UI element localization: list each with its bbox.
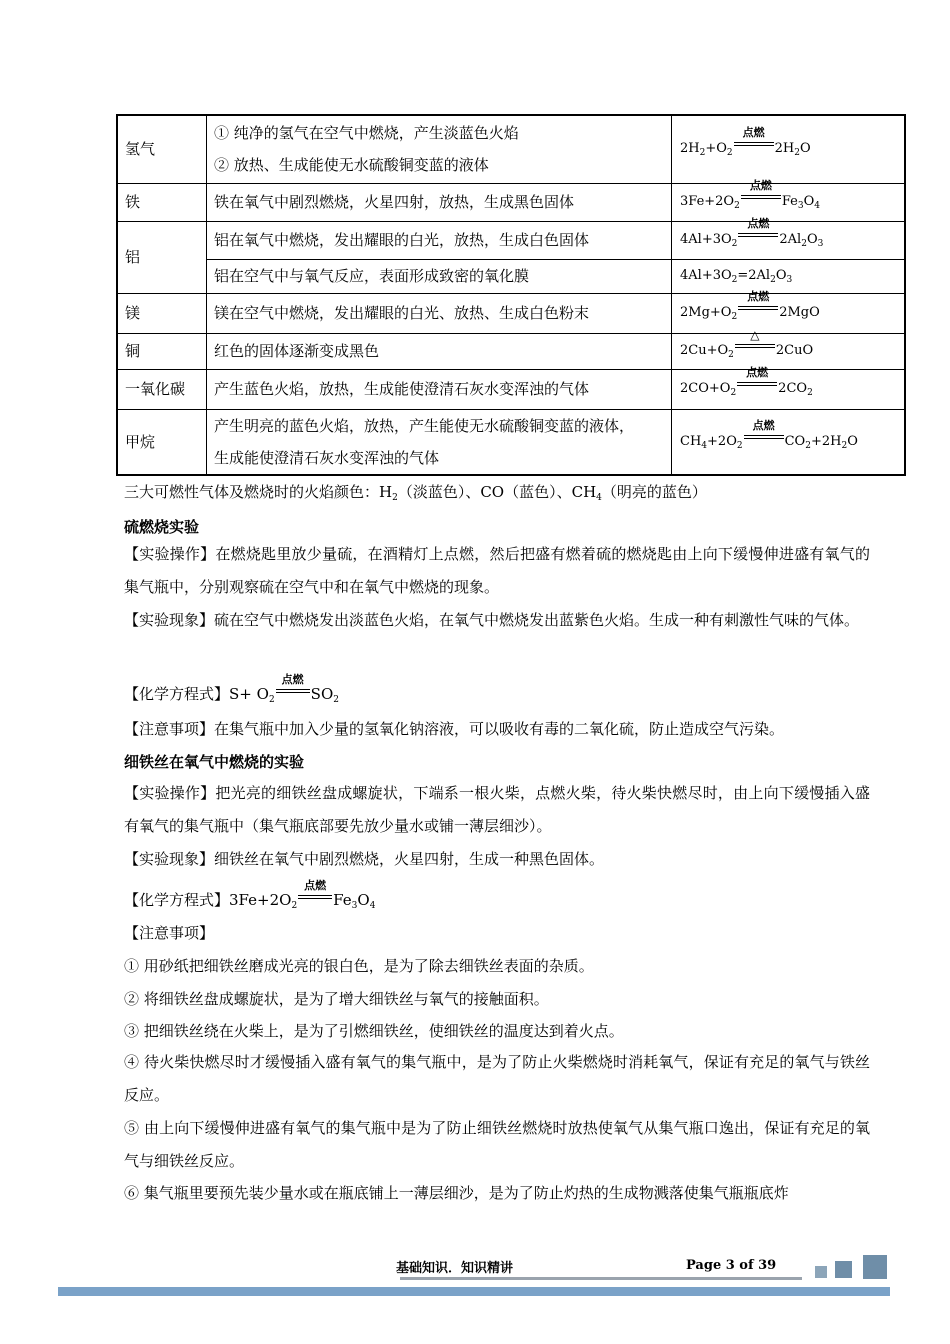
cell-equation: $4Al+3O_2=2Al_2O_3$: [672, 259, 906, 293]
reaction-condition: 点燃: [276, 686, 310, 700]
cell-name: 铝: [117, 221, 207, 293]
list-item: ⑥ 集气瓶里要预先装少量水或在瓶底铺上一薄层细沙，是为了防止灼热的生成物溅落使集气瓶瓶底炸: [124, 1184, 789, 1202]
reaction-condition: 点燃: [744, 432, 784, 446]
eq-right: Fe: [781, 194, 798, 209]
desc-line: 铝在氧气中燃烧，发出耀眼的白光，放热，生成白色固体: [214, 231, 590, 249]
decor-square: [863, 1255, 887, 1279]
cell-desc: [207, 221, 672, 259]
eq-left: 2H: [680, 141, 700, 157]
eq-right: 2Al: [779, 232, 802, 247]
eq-right: 2MgO: [779, 305, 820, 320]
cell-desc: [207, 333, 672, 369]
desc-line: 铁在氧气中剧烈燃烧，火星四射，放热，生成黑色固体: [214, 193, 575, 211]
cell-name: 甲烷: [117, 409, 207, 475]
paragraph: 【实验操作】把光亮的细铁丝盘成螺旋状，下端系一根火柴，点燃火柴，待火柴快燃尽时，由上向下缓慢插入盛有氧气的集气瓶中（集气瓶底部要先放少量水或铺一薄层细沙）。: [124, 784, 870, 835]
footer-title: 基础知识．知识精讲: [396, 1261, 514, 1276]
page-number: Page 3 of 39: [686, 1258, 777, 1273]
desc-line: 镁在空气中燃烧，发出耀眼的白光、放热、生成白色粉末: [214, 304, 590, 322]
reaction-table: [116, 114, 906, 476]
cell-desc: [207, 293, 672, 333]
cell-name: 镁: [117, 293, 207, 333]
reaction-condition: 点燃: [737, 379, 777, 393]
cell-desc: [207, 369, 672, 409]
cell-name: 铁: [117, 183, 207, 221]
flame-summary: 三大可燃性气体及燃烧时的火焰颜色：$H_2$（淡蓝色）、CO（蓝色）、$CH_4$（明亮的蓝色）: [124, 483, 707, 503]
eq-right: CO: [784, 433, 806, 449]
eq-left: 2Mg+O: [680, 305, 732, 320]
paragraph: 【注意事项】: [124, 924, 215, 942]
reaction-condition: 点燃: [738, 230, 778, 244]
reaction-condition: 点燃: [741, 192, 781, 206]
cell-desc: [207, 409, 672, 475]
desc-line: 产生明亮的蓝色火焰，放热，产生能使无水硫酸铜变蓝的液体，: [214, 416, 635, 435]
cell-equation: $4Al+3O_2$ 点燃 $2Al_2O_3$: [672, 221, 906, 259]
list-item: ③ 把细铁丝绕在火柴上，是为了引燃细铁丝，使细铁丝的温度达到着火点。: [124, 1022, 624, 1040]
desc-line: 产生蓝色火焰，放热，生成能使澄清石灰水变浑浊的气体: [214, 380, 590, 398]
section-heading: 硫燃烧实验: [124, 518, 200, 536]
cell-equation: $2CO+O_2$ 点燃 $2CO_2$: [672, 369, 906, 409]
cell-equation: $2Cu+O_2$ △ 2CuO: [672, 333, 906, 369]
eq-right: 2CuO: [775, 343, 814, 358]
reaction-condition: 点燃: [298, 892, 332, 906]
desc-line: 红色的固体逐渐变成黑色: [214, 342, 380, 360]
eq-left: 2CO+O: [680, 381, 731, 396]
eq-left: 2Cu+O: [680, 343, 729, 358]
desc-line: 铝在空气中与氧气反应，表面形成致密的氧化膜: [214, 267, 530, 285]
decor-square: [835, 1261, 852, 1278]
cell-equation: $2H_2+O_2$ 点燃 $2H_2O$: [672, 115, 906, 183]
paragraph: 【实验现象】硫在空气中燃烧发出淡蓝色火焰，在氧气中燃烧发出蓝紫色火焰。生成一种有刺激性气味的气体。: [124, 611, 860, 629]
eq-right: 2CO: [778, 381, 808, 396]
paragraph: 【实验操作】在燃烧匙里放少量硫，在酒精灯上点燃，然后把盛有燃着硫的燃烧匙由上向下缓慢伸进盛有氧气的集气瓶中，分别观察硫在空气中和在氧气中燃烧的现象。: [124, 545, 870, 596]
desc-line: ② 放热、生成能使无水硫酸铜变蓝的液体: [214, 156, 489, 175]
cell-name: 氢气: [117, 115, 207, 183]
reaction-condition: 点燃: [734, 139, 774, 153]
cell-name: 一氧化碳: [117, 369, 207, 409]
equation-line: 【化学方程式】$S+ O_2$ 点燃 $SO_2$: [124, 673, 339, 705]
desc-line: ① 纯净的氢气在空气中燃烧，产生淡蓝色火焰: [214, 124, 519, 143]
eq-right: 2H: [774, 141, 795, 157]
list-item: ⑤ 由上向下缓慢伸进盛有氧气的集气瓶中是为了防止细铁丝燃烧时放热使氧气从集气瓶口逸出，保证有充足的氧气与细铁丝反应。: [124, 1119, 870, 1170]
cell-equation: $CH_4+2O_2$ 点燃 $CO_2+2H_2O$: [672, 409, 906, 475]
reaction-condition: △: [735, 341, 775, 355]
cell-name: 铜: [117, 333, 207, 369]
list-item: ④ 待火柴快燃尽时才缓慢插入盛有氧气的集气瓶中，是为了防止火柴燃烧时消耗氧气，保证有充足的氧气与铁丝反应。: [124, 1053, 870, 1104]
cell-desc: [207, 259, 672, 293]
footer-divider: [400, 1277, 802, 1280]
cell-desc: [207, 183, 672, 221]
desc-line: 生成能使澄清石灰水变浑浊的气体: [214, 448, 440, 467]
eq-left: 4Al+3O: [680, 268, 732, 283]
cell-desc: [207, 115, 672, 183]
section-heading: 细铁丝在氧气中燃烧的实验: [124, 753, 305, 771]
cell-equation: $3Fe+2O_2$ 点燃 $Fe_3O_4$: [672, 183, 906, 221]
list-item: ② 将细铁丝盘成螺旋状，是为了增大细铁丝与氧气的接触面积。: [124, 990, 549, 1008]
eq-left: 4Al+3O: [680, 232, 732, 247]
eq-left: 3Fe+2O: [680, 194, 735, 209]
cell-equation: $2Mg+O_2$ 点燃 2MgO: [672, 293, 906, 333]
list-item: ① 用砂纸把细铁丝磨成光亮的银白色，是为了除去细铁丝表面的杂质。: [124, 957, 594, 975]
eq-left: CH: [680, 433, 702, 449]
paragraph: 【实验现象】细铁丝在氧气中剧烈燃烧，火星四射，生成一种黑色固体。: [124, 850, 605, 868]
equation-line: 【化学方程式】$3Fe+2O_2$ 点燃 $Fe_3O_4$: [124, 879, 376, 911]
footer-bar: [58, 1287, 890, 1296]
decor-square: [815, 1266, 827, 1278]
paragraph: 【注意事项】在集气瓶中加入少量的氢氧化钠溶液，可以吸收有毒的二氧化硫，防止造成空气污染。: [124, 720, 785, 738]
reaction-condition: 点燃: [738, 303, 778, 317]
